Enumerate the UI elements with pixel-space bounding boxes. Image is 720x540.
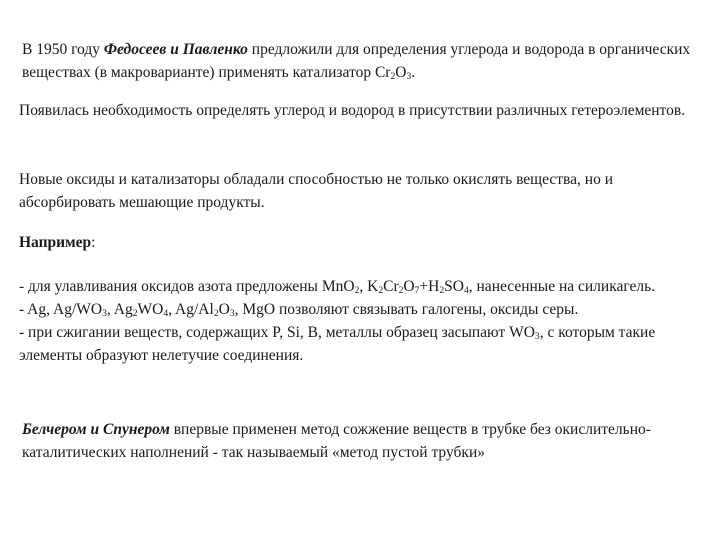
paragraph-new-oxides: Новые оксиды и катализаторы обладали способностью не только окислять вещества, но и абсорбировать мешающие продукты. [19, 171, 613, 211]
list-item-halogens: - Ag, $Ag/WO_3$, $Ag_2WO_4$, $Ag/Al_2O_3$, MgO позволяют связывать галогены, оксиды серы. [19, 301, 579, 320]
list-item-combustion: - при сжигании веществ, содержащих P, Si, B, металлы образец засыпают $WO_3$, с которым такие элементы образуют нелетучие соединения. [19, 324, 656, 364]
paragraph-heteroelements: Появилась необходимость определять углерод и водород в присутствии различных гетероэлементов. [19, 102, 686, 119]
authors-fedoseev-pavlenko: Федосеев и Павленко [103, 41, 248, 58]
example-list [19, 275, 709, 367]
example-heading: Например: [19, 234, 96, 251]
paragraph-fedoseev-pavlenko: В 1950 году Федосеев и Павленко предложили для определения углерода и водорода в органических веществах (в макроварианте) применять катализатор $Cr_2O_3$. [22, 41, 691, 83]
authors-belcher-spooner: Белчером и Спунером [22, 421, 170, 438]
paragraph-belcher-spooner: Белчером и Спунером впервые применен метод сожжение веществ в трубке без окислительно-каталитических наполнений - так называемый «метод пустой трубки» [22, 421, 651, 461]
list-item-nitrogen-oxides: - для улавливания оксидов азота предложены MnO$_2$, $K_2Cr_2O_7+H_2SO_4$, нанесенные на силикагель. [19, 278, 656, 297]
